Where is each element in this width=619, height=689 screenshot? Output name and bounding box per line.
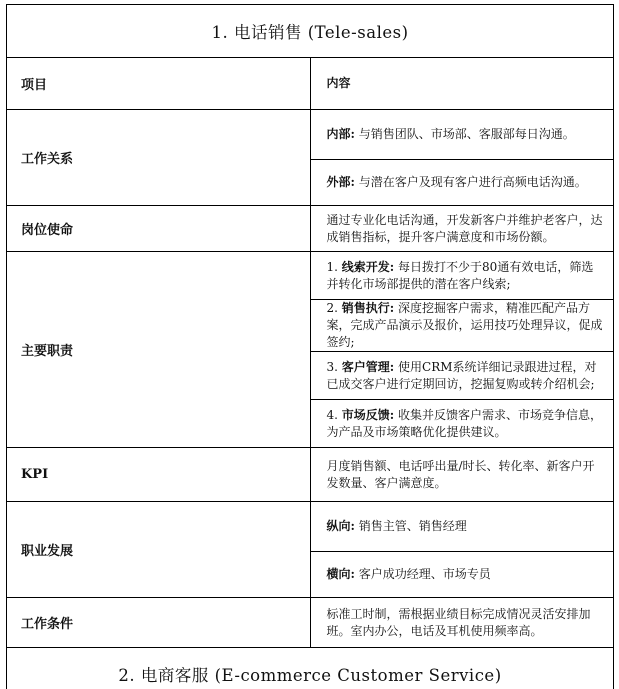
duty-item-4 <box>310 400 614 448</box>
conditions-row <box>7 598 614 648</box>
header-row <box>7 58 614 110</box>
duty-3-num: 3. <box>326 359 338 374</box>
horizontal-text: 客户成功经理、市场专员 <box>358 567 491 581</box>
section-2-title-row <box>7 648 614 689</box>
header-content: 内容 <box>310 58 614 110</box>
job-description-document <box>6 4 614 689</box>
duty-1-num: 1. <box>326 259 338 274</box>
mission-text: 通过专业化电话沟通，开发新客户并维护老客户，达成销售指标，提升客户满意度和市场份额。 <box>310 206 614 252</box>
duty-3-text: 使用CRM系统详细记录跟进过程，对已成交客户进行定期回访，挖掘复购或转介绍机会; <box>326 359 597 391</box>
career-label: 职业发展 <box>7 502 311 598</box>
job-table <box>6 4 614 689</box>
work-relations-internal <box>310 110 614 160</box>
work-relations-row-internal <box>7 110 614 160</box>
career-row-vertical <box>7 502 614 552</box>
duty-2-num: 2. <box>326 301 338 315</box>
section-2-title: 2. 电商客服 (E-commerce Customer Service) <box>7 648 614 689</box>
internal-text: 与销售团队、市场部、客服部每日沟通。 <box>358 127 575 141</box>
duty-row-1 <box>7 252 614 300</box>
horizontal-prefix: 横向: <box>326 567 355 581</box>
duty-4-text: 收集并反馈客户需求、市场竞争信息，为产品及市场策略优化提供建议。 <box>326 407 603 439</box>
mission-label: 岗位使命 <box>7 206 311 252</box>
duty-3-title: 客户管理: <box>341 359 395 374</box>
duty-item-3 <box>310 352 614 400</box>
vertical-text: 销售主管、销售经理 <box>358 519 467 533</box>
duty-2-title: 销售执行: <box>341 301 395 315</box>
section-1-title-row <box>7 5 614 58</box>
kpi-row <box>7 448 614 502</box>
kpi-label: KPI <box>7 448 311 502</box>
kpi-text: 月度销售额、电话呼出量/时长、转化率、新客户开发数量、客户满意度。 <box>310 448 614 502</box>
conditions-label: 工作条件 <box>7 598 311 648</box>
header-item: 项目 <box>7 58 311 110</box>
duty-1-text: 每日拨打不少于80通有效电话，筛选并转化市场部提供的潜在客户线索; <box>326 259 594 291</box>
internal-prefix: 内部: <box>326 127 355 141</box>
section-1-title: 1. 电话销售 (Tele-sales) <box>7 5 614 58</box>
work-relations-external <box>310 160 614 206</box>
duties-label: 主要职责 <box>7 252 311 448</box>
career-vertical <box>310 502 614 552</box>
duty-4-num: 4. <box>326 407 338 422</box>
conditions-text: 标准工时制，需根据业绩目标完成情况灵活安排加班。室内办公，电话及耳机使用频率高。 <box>310 598 614 648</box>
mission-row <box>7 206 614 252</box>
duty-2-text: 深度挖掘客户需求，精准匹配产品方案，完成产品演示及报价，运用技巧处理异议，促成签约; <box>326 301 603 349</box>
external-prefix: 外部: <box>326 175 355 189</box>
work-relations-label: 工作关系 <box>7 110 311 206</box>
vertical-prefix: 纵向: <box>326 519 355 533</box>
external-text: 与潜在客户及现有客户进行高频电话沟通。 <box>358 175 587 189</box>
duty-4-title: 市场反馈: <box>341 407 395 422</box>
career-horizontal <box>310 552 614 598</box>
duty-1-title: 线索开发: <box>341 259 395 274</box>
duty-item-2 <box>310 300 614 352</box>
duty-item-1 <box>310 252 614 300</box>
